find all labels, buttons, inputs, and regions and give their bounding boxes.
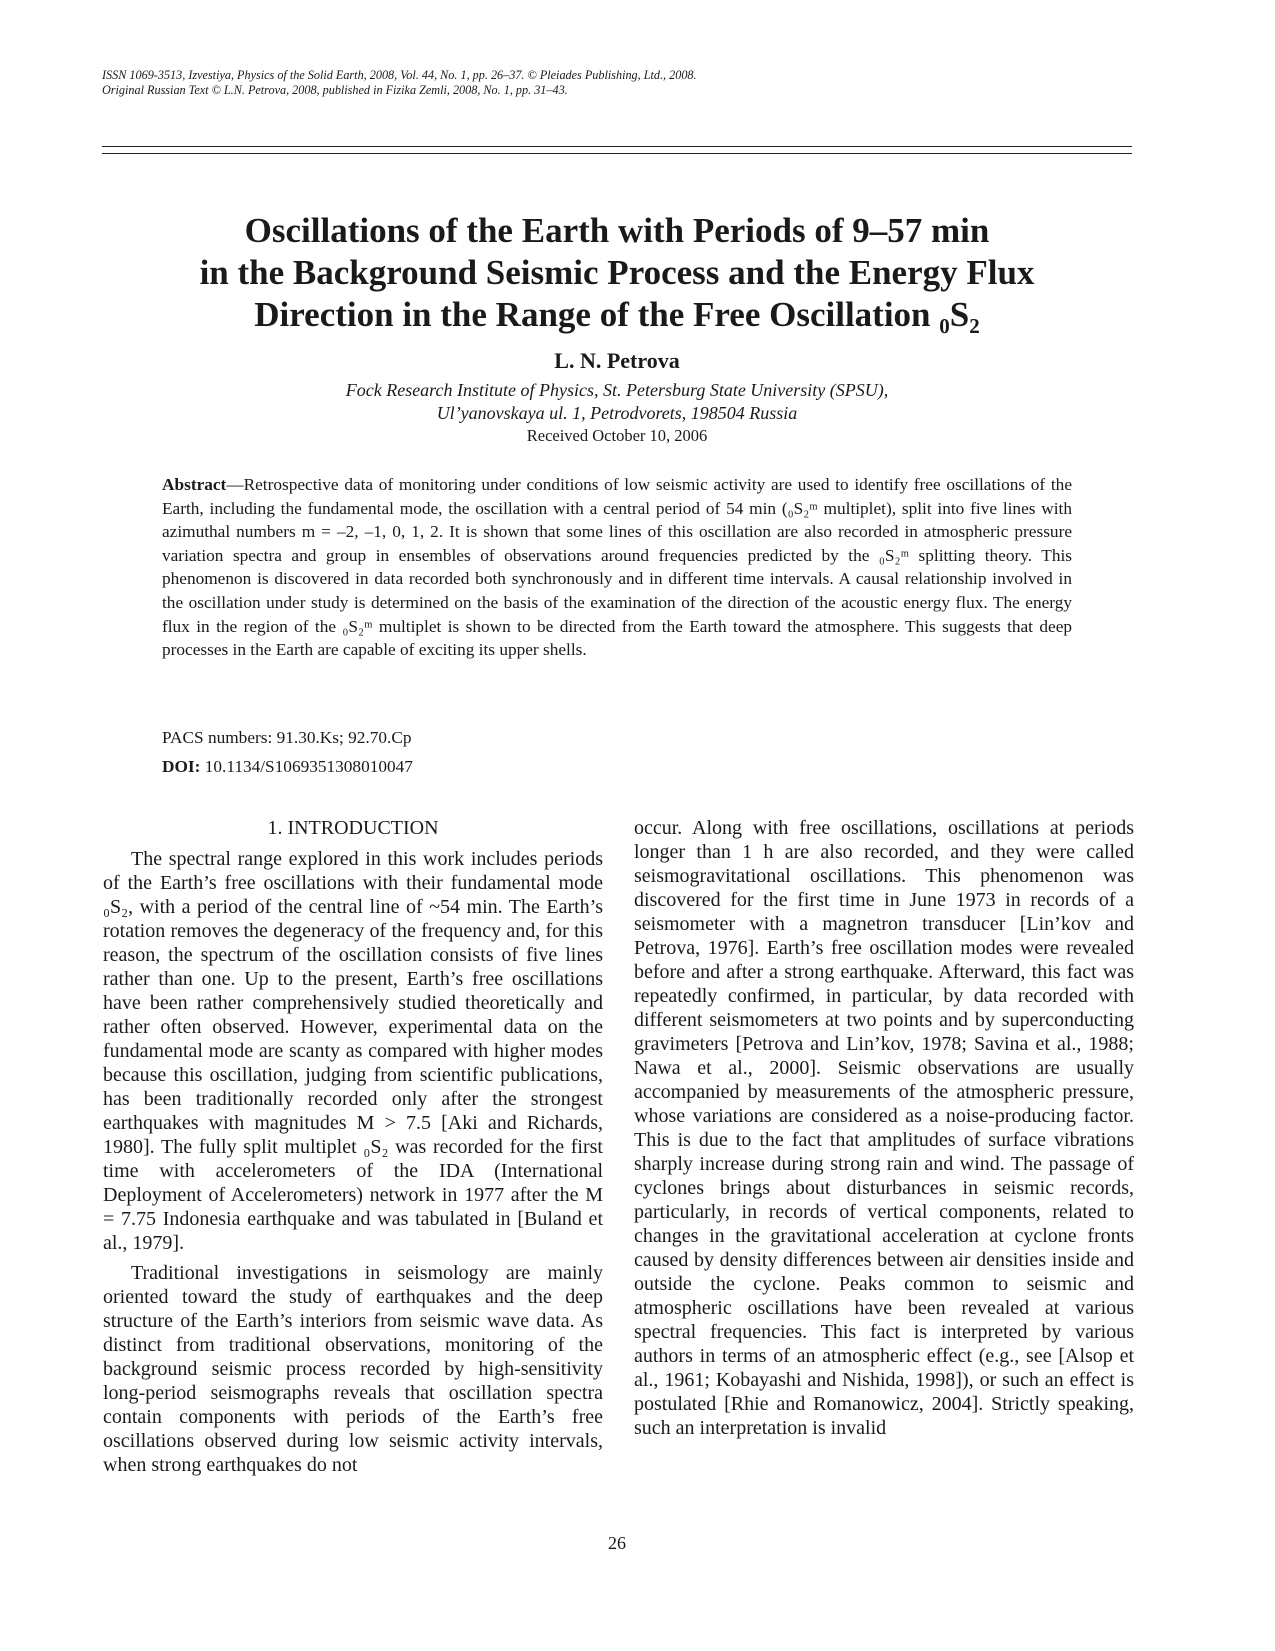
affiliation-line-1: Fock Research Institute of Physics, St. Petersburg State University (SPSU), xyxy=(345,380,889,400)
affiliation xyxy=(102,379,1132,425)
received-date: Received October 10, 2006 xyxy=(526,426,708,445)
abstract-label: Abstract xyxy=(162,475,227,494)
doi-label: DOI: xyxy=(162,757,201,776)
abstract xyxy=(162,473,1072,662)
journal-header xyxy=(102,68,1132,98)
title-line-2: in the Background Seismic Process and the Energy Flux xyxy=(199,253,1035,292)
column-right xyxy=(634,816,1134,1440)
section-heading: 1. INTRODUCTION xyxy=(267,817,439,839)
abstract-text: —Retrospective data of monitoring under conditions of low seismic activity are used to identify free oscillations of the Earth, including the fundamental mode, the oscillation with a central period of 54 min (₀S₂ᵐ multiplet), split into five lines with azimuthal numbers m = –2, –1, 0, 1, 2. It is shown that some lines of this oscillation are also recorded in atmospheric pressure variation spectra and group in ensembles of observations around frequencies predicted by the ₀S₂ᵐ splitting theory. This phenomenon is discovered in data recorded both synchronously and in different time intervals. A causal relationship involved in the oscillation under study is determined on the basis of the examination of the direction of the acoustic energy flux. The energy flux in the region of the ₀S₂ᵐ multiplet is shown to be directed from the Earth toward the atmosphere. This suggests that deep processes in the Earth are capable of exciting its upper shells. xyxy=(162,475,1072,660)
header-line-2: Original Russian Text © L.N. Petrova, 2008, published in Fizika Zemli, 2008, No. 1, pp. 31–43. xyxy=(102,83,568,97)
title-line-3: Direction in the Range of the Free Oscillation ₀S₂ xyxy=(254,295,980,334)
doi xyxy=(162,755,1072,778)
author-name: L. N. Petrova xyxy=(554,348,680,373)
doi-value: 10.1134/S1069351308010047 xyxy=(200,757,413,776)
paper-title xyxy=(102,210,1132,336)
paragraph: The spectral range explored in this work includes periods of the Earth’s free oscillations with their fundamental mode ₀S₂, with a period of the central line of ~54 min. The Earth’s rotation removes the degeneracy of the frequency and, for this reason, the spectrum of the oscillation consists of five lines rather than one. Up to the present, Earth’s free oscillations have been rather comprehensively studied theoretically and rather often observed. However, experimental data on the fundamental mode are scanty as compared with higher modes because this oscillation, judging from scientific publications, has been traditionally recorded only after the strongest earthquakes with magnitudes M > 7.5 [Aki and Richards, 1980]. The fully split multiplet ₀S₂ was recorded for the first time with accelerometers of the IDA (International Deployment of Accelerometers) network in 1977 after the M = 7.75 Indonesia earthquake and was tabulated in [Buland et al., 1979]. xyxy=(103,848,603,1254)
header-rule-bottom xyxy=(102,153,1132,154)
title-line-1: Oscillations of the Earth with Periods of 9–57 min xyxy=(244,211,990,250)
header-rule-top xyxy=(102,146,1132,147)
column-left xyxy=(103,816,603,1477)
page-number: 26 xyxy=(608,1533,626,1553)
header-line-1: ISSN 1069-3513, Izvestiya, Physics of the Solid Earth, 2008, Vol. 44, No. 1, pp. 26–37. © Pleiades Publishing, Ltd., 2008. xyxy=(102,68,697,82)
paragraph: Traditional investigations in seismology are mainly oriented toward the study of earthquakes and the deep structure of the Earth’s interiors from seismic wave data. As distinct from traditional observations, monitoring of the background seismic process recorded by high-sensitivity long-period seismographs reveals that oscillation spectra contain components with periods of the Earth’s free oscillations observed during low seismic activity intervals, when strong earthquakes do not xyxy=(103,1262,603,1476)
affiliation-line-2: Ul’yanovskaya ul. 1, Petrodvorets, 198504 Russia xyxy=(436,403,798,423)
pacs-numbers: PACS numbers: 91.30.Ks; 92.70.Cp xyxy=(162,728,412,747)
paragraph: occur. Along with free oscillations, oscillations at periods longer than 1 h are also recorded, and they were called seismogravitational oscillations. This phenomenon was discovered for the first time in June 1973 in records of a seismometer with a magnetron transducer [Lin’kov and Petrova, 1976]. Earth’s free oscillation modes were revealed before and after a strong earthquake. Afterward, this fact was repeatedly confirmed, in particular, by data recorded with different seismometers at two points and by superconducting gravimeters [Petrova and Lin’kov, 1978; Savina et al., 1988; Nawa et al., 2000]. Seismic observations are usually accompanied by measurements of the atmospheric pressure, whose variations are considered as a noise-producing factor. This is due to the fact that amplitudes of surface vibrations sharply increase during strong rain and wind. The passage of cyclones brings about disturbances in seismic records, particularly, in records of vertical components, related to changes in the gravitational acceleration at cyclone fronts caused by density differences between air densities inside and outside the cyclone. Peaks common to seismic and atmospheric oscillations have been revealed at various spectral frequencies. This fact is interpreted by various authors in terms of an atmospheric effect (e.g., see [Alsop et al., 1961; Kobayashi and Nishida, 1998]), or such an effect is postulated [Rhie and Romanowicz, 2004]. Strictly speaking, such an interpretation is invalid xyxy=(634,817,1134,1439)
